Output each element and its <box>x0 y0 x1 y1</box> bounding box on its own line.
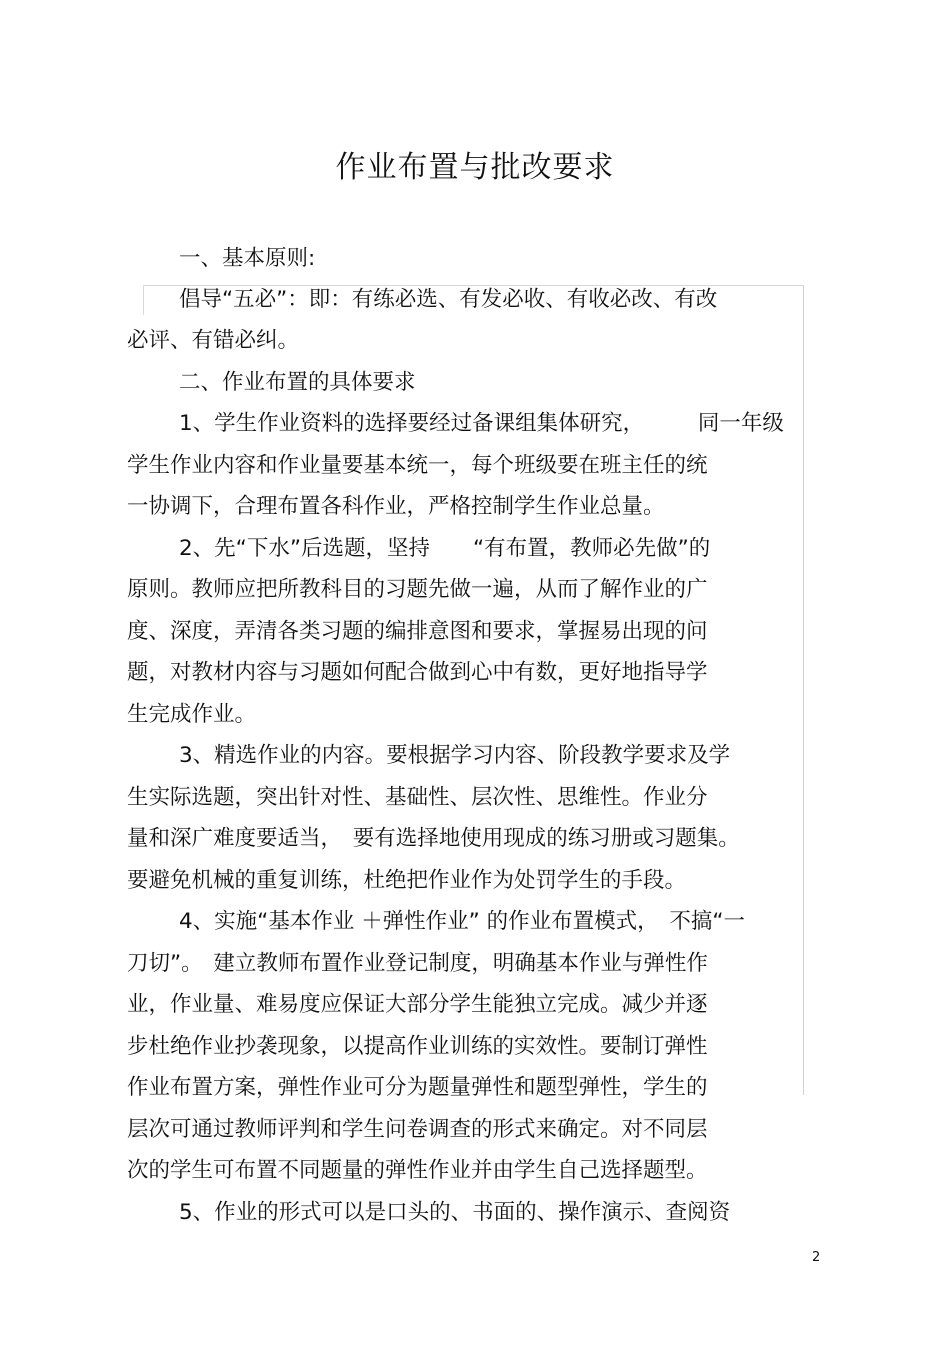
paragraph-line: 题，对教材内容与习题如何配合做到心中有数，更好地指导学 <box>127 660 708 685</box>
paragraph-line: 生完成作业。 <box>127 702 257 727</box>
paragraph-line: 4、实施“基本作业 ＋弹性作业” 的作业布置模式， 不搞“一 <box>179 909 746 934</box>
section-heading-1: 一、基本原则: <box>179 246 316 271</box>
paragraph-line: 要避免机械的重复训练，杜绝把作业作为处罚学生的手段。 <box>127 868 687 893</box>
section-heading-2: 二、作业布置的具体要求 <box>179 370 416 395</box>
paragraph-line: 量和深广难度要适当， 要有选择地使用现成的练习册或习题集。 <box>127 826 740 851</box>
paragraph-line: 刀切”。 建立教师布置作业登记制度，明确基本作业与弹性作 <box>127 951 708 976</box>
paragraph-line: 倡导“五必”：即：有练必选、有发必收、有收必改、有改 <box>179 287 718 312</box>
paragraph-line: 业，作业量、难易度应保证大部分学生能独立完成。减少并逐 <box>127 992 708 1017</box>
document-title: 作业布置与批改要求 <box>335 150 615 185</box>
paragraph-line: 必评、有错必纠。 <box>127 328 300 353</box>
paragraph-line: 生实际选题，突出针对性、基础性、层次性、思维性。作业分 <box>127 785 708 810</box>
paragraph-line: 度、深度，弄清各类习题的编排意图和要求，掌握易出现的问 <box>127 619 708 644</box>
paragraph-line: 原则。教师应把所教科目的习题先做一遍，从而了解作业的广 <box>127 577 708 602</box>
paragraph-line: 学生作业内容和作业量要基本统一，每个班级要在班主任的统 <box>127 453 708 478</box>
paragraph-line: 2、先“下水”后选题，坚持 “有布置，教师必先做”的 <box>179 536 711 561</box>
paragraph-line: 1、学生作业资料的选择要经过备课组集体研究， 同一年级 <box>179 411 784 436</box>
paragraph-line: 5、作业的形式可以是口头的、书面的、操作演示、查阅资 <box>179 1200 731 1225</box>
paragraph-line: 作业布置方案，弹性作业可分为题量弹性和题型弹性，学生的 <box>127 1075 708 1100</box>
paragraph-line: 次的学生可布置不同题量的弹性作业并由学生自己选择题型。 <box>127 1158 708 1183</box>
page-number: 2 <box>812 1250 821 1265</box>
paragraph-line: 层次可通过教师评判和学生问卷调查的形式来确定。对不同层 <box>127 1117 708 1142</box>
paragraph-line: 一协调下，合理布置各科作业，严格控制学生作业总量。 <box>127 494 665 519</box>
frame-line-right <box>803 285 804 1095</box>
paragraph-line: 3、精选作业的内容。要根据学习内容、阶段教学要求及学 <box>179 743 731 768</box>
frame-line-left <box>143 285 144 315</box>
paragraph-line: 步杜绝作业抄袭现象，以提高作业训练的实效性。要制订弹性 <box>127 1034 708 1059</box>
